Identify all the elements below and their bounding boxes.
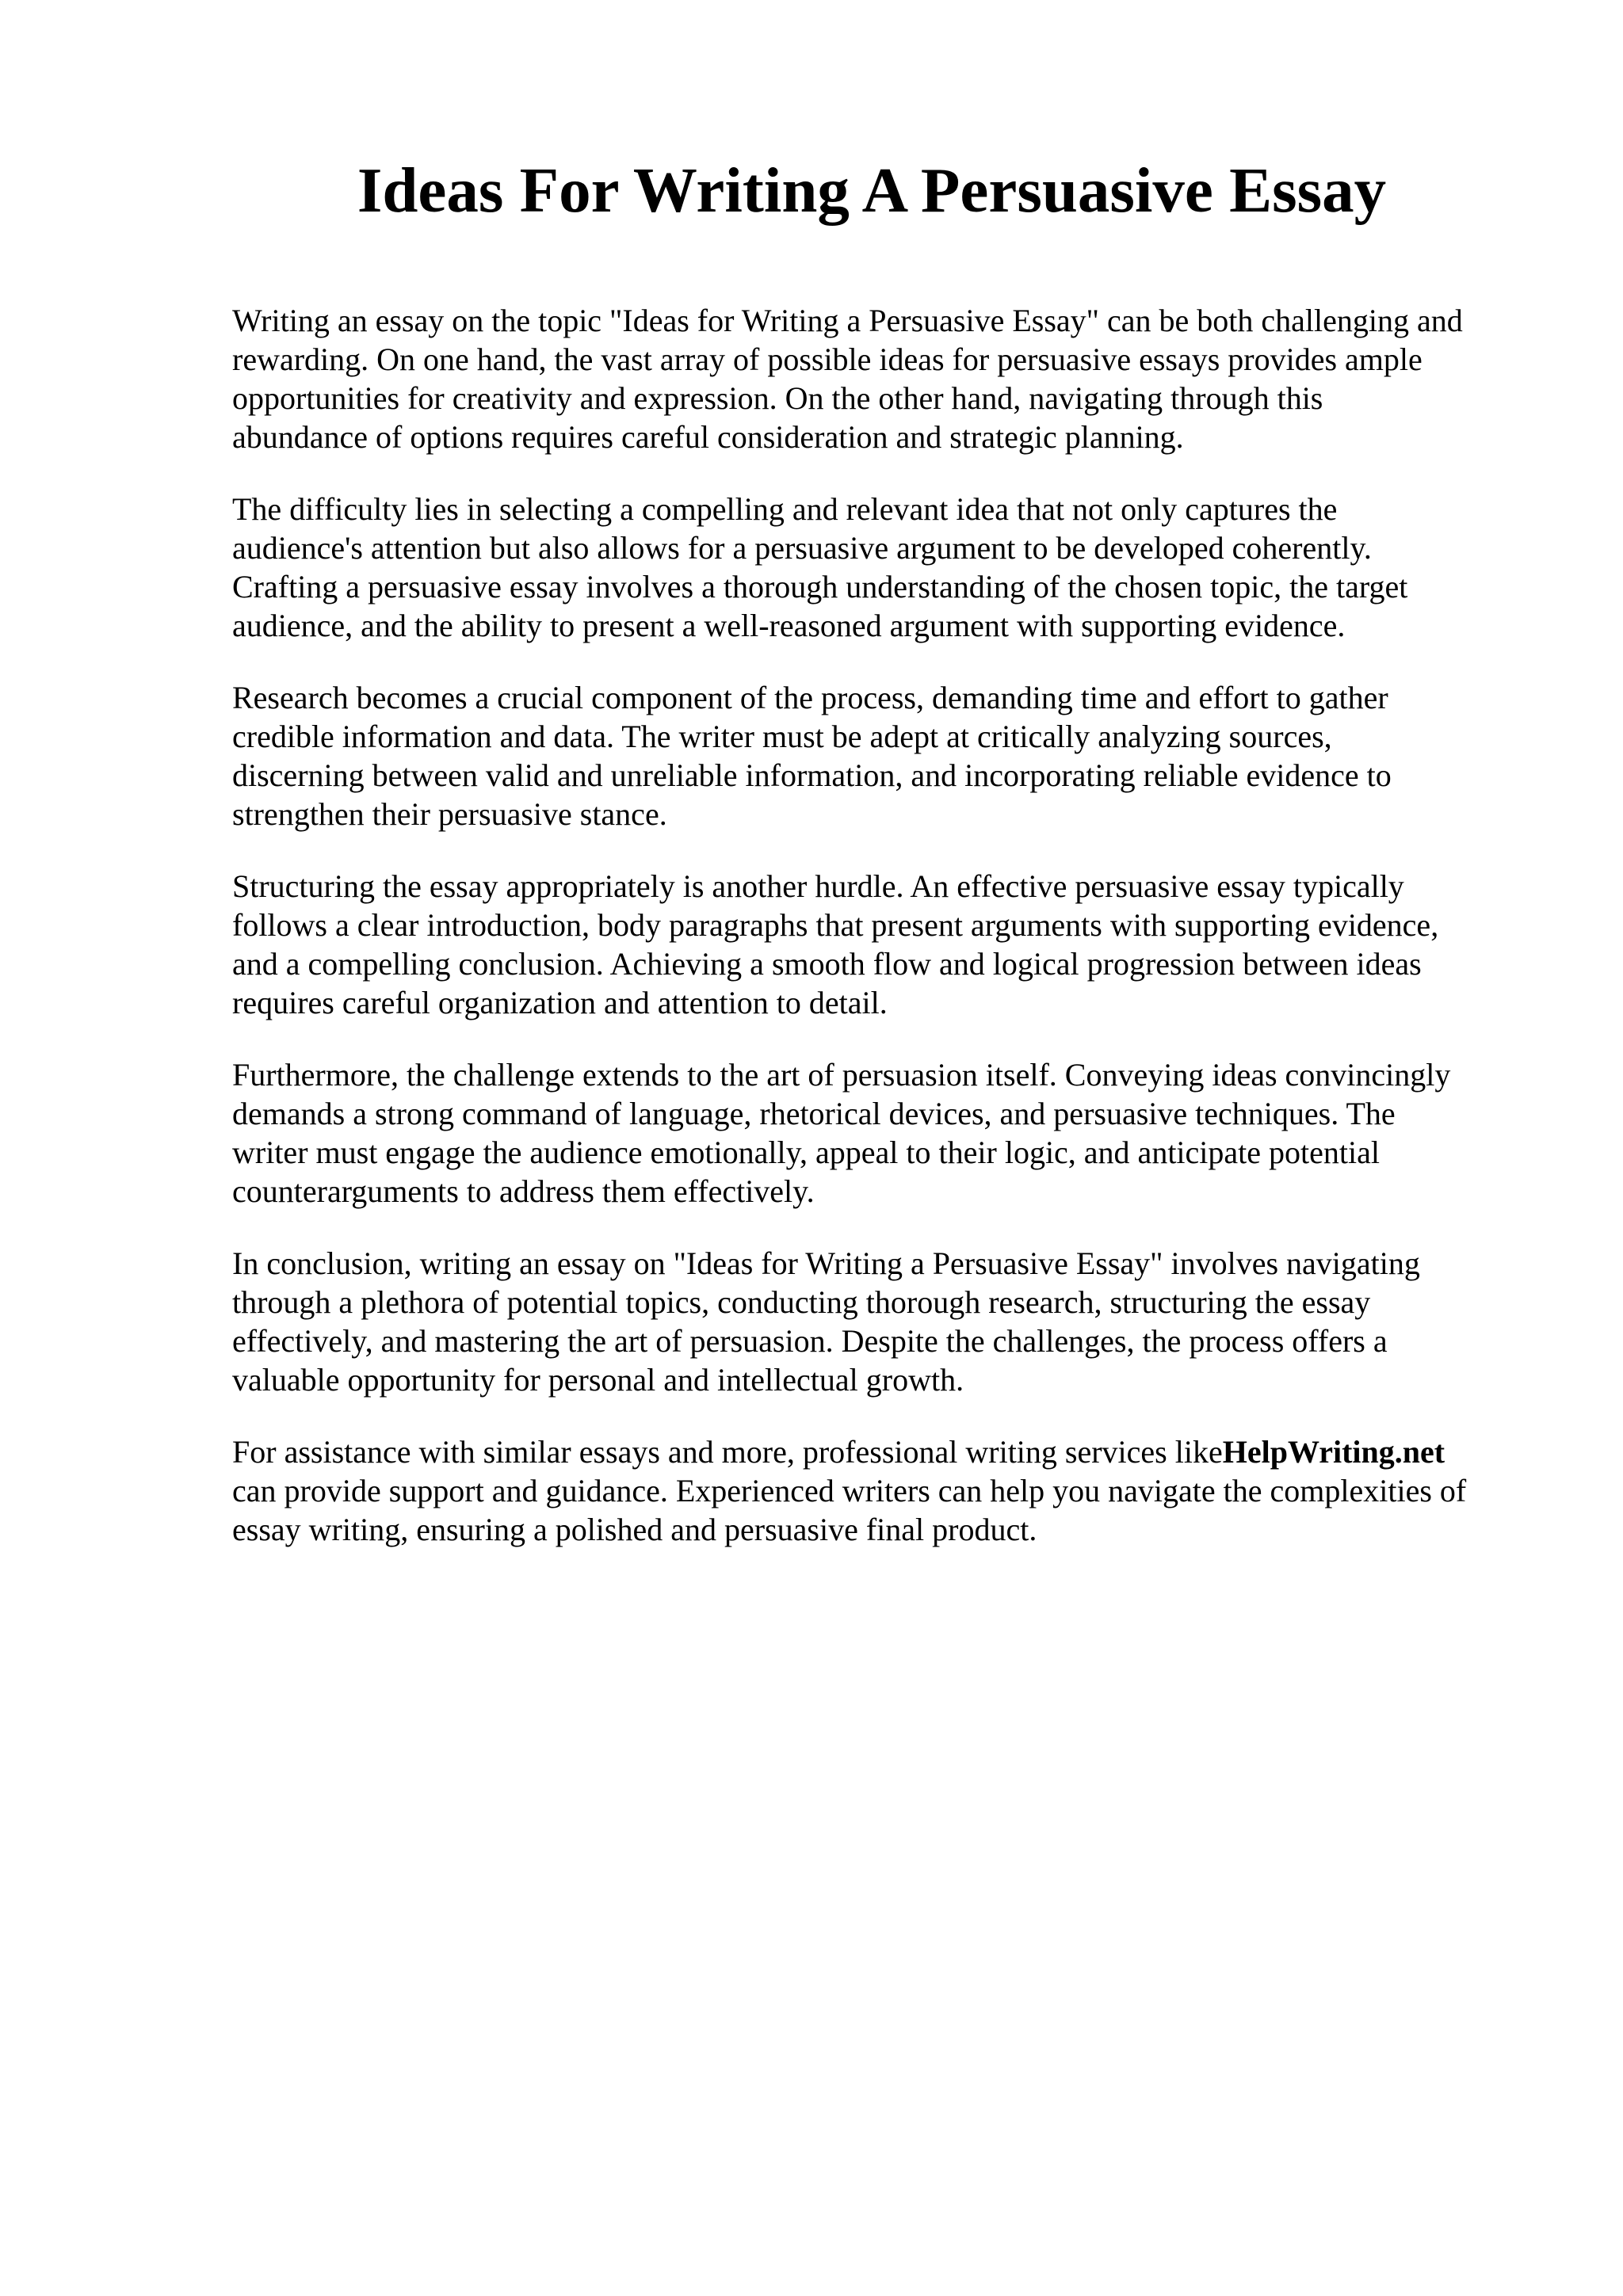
text-line: can provide support and guidance. Experienced writers can help you navigate the complexities of: [232, 1473, 1467, 1508]
text-line: audience, and the ability to present a well-reasoned argument with supporting evidence.: [232, 608, 1346, 643]
text-line: audience's attention but also allows for a persuasive argument to be developed coherently.: [232, 530, 1372, 566]
text-line: Research becomes a crucial component of the process, demanding time and effort to gather: [232, 680, 1388, 715]
text-line: Furthermore, the challenge extends to the art of persuasion itself. Conveying ideas convincingly: [232, 1057, 1451, 1093]
text-line: opportunities for creativity and expression. On the other hand, navigating through this: [232, 380, 1323, 416]
text-line: essay writing, ensuring a polished and persuasive final product.: [232, 1512, 1037, 1547]
paragraph-persuasion: [232, 1055, 1532, 1211]
text-line: Structuring the essay appropriately is another hurdle. An effective persuasive essay typically: [232, 868, 1404, 904]
text-line: demands a strong command of language, rhetorical devices, and persuasive techniques. The: [232, 1096, 1396, 1131]
text-line: writer must engage the audience emotionally, appeal to their logic, and anticipate potential: [232, 1135, 1380, 1170]
text-line: Writing an essay on the topic "Ideas for Writing a Persuasive Essay" can be both challenging and: [232, 303, 1463, 338]
brand-name: HelpWriting.net: [1222, 1434, 1445, 1470]
text-line: follows a clear introduction, body paragraphs that present arguments with supporting evidence,: [232, 907, 1439, 943]
text-line: rewarding. On one hand, the vast array of possible ideas for persuasive essays provides ample: [232, 341, 1423, 377]
text-line: effectively, and mastering the art of persuasion. Despite the challenges, the process offers a: [232, 1323, 1388, 1359]
text-line: In conclusion, writing an essay on "Ideas for Writing a Persuasive Essay" involves navigating: [232, 1245, 1420, 1281]
paragraph-research: [232, 678, 1532, 833]
text-line: abundance of options requires careful consideration and strategic planning.: [232, 419, 1184, 455]
text-line: counterarguments to address them effectively.: [232, 1173, 815, 1209]
text-line: and a compelling conclusion. Achieving a smooth flow and logical progression between ideas: [232, 946, 1422, 982]
text-line: Crafting a persuasive essay involves a thorough understanding of the chosen topic, the target: [232, 569, 1408, 605]
text-line: credible information and data. The writer must be adept at critically analyzing sources,: [232, 719, 1332, 754]
document-body: [232, 301, 1532, 1582]
closing-text: For assistance with similar essays and more, professional writing services like: [232, 1434, 1223, 1470]
document-title: Ideas For Writing A Persuasive Essay: [357, 154, 1387, 226]
text-line: valuable opportunity for personal and intellectual growth.: [232, 1362, 964, 1398]
paragraph-closing: [232, 1432, 1532, 1549]
text-line: The difficulty lies in selecting a compelling and relevant idea that not only captures the: [232, 491, 1338, 527]
text-line: [232, 1432, 1532, 1471]
text-line: requires careful organization and attention to detail.: [232, 985, 888, 1020]
paragraph-conclusion: [232, 1244, 1532, 1399]
text-line: discerning between valid and unreliable information, and incorporating reliable evidence to: [232, 757, 1392, 793]
paragraph-intro: [232, 301, 1532, 456]
text-line: through a plethora of potential topics, conducting thorough research, structuring the essay: [232, 1284, 1371, 1320]
text-line: strengthen their persuasive stance.: [232, 796, 667, 832]
paragraph-difficulty: [232, 490, 1532, 645]
paragraph-structuring: [232, 867, 1532, 1022]
